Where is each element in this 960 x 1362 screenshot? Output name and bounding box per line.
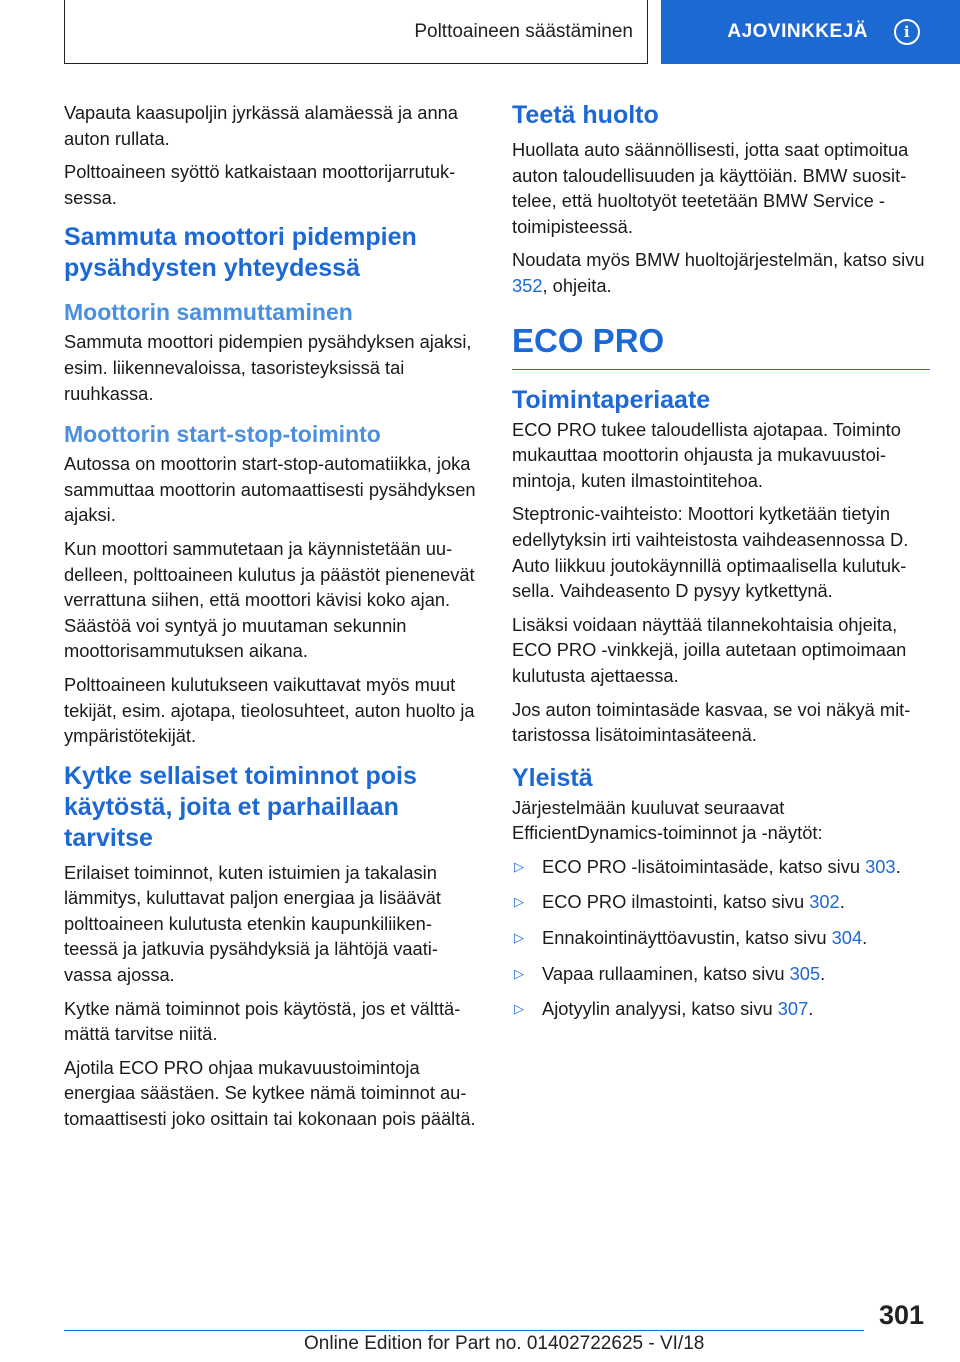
- list-item: [512, 925, 930, 951]
- list-item-text: ECO PRO ilmastointi, katso sivu: [542, 891, 810, 913]
- list-item-text: .: [862, 927, 868, 949]
- page-link[interactable]: 303: [865, 855, 896, 877]
- page-link[interactable]: 302: [809, 891, 840, 913]
- footer-divider: [64, 1330, 864, 1331]
- list-item-text: .: [839, 891, 845, 913]
- page-link[interactable]: 307: [777, 998, 809, 1020]
- triangle-bullet-icon: ▷: [514, 894, 524, 910]
- triangle-bullet-icon: ▷: [514, 930, 524, 946]
- paragraph: Järjestelmään kuuluvat seuraavat EfficientDynamics-toiminnot ja -näytöt:: [512, 796, 823, 844]
- section-label: AJOVINKKEJÄ: [727, 21, 868, 42]
- paragraph: Ajotila ECO PRO ohjaa mukavuustoimintoja energiaa säästäen. Se kytkee nämä toiminnot automaattisesti joko osittain tai kokonaan pois päältä.: [64, 1056, 476, 1130]
- triangle-bullet-icon: ▷: [514, 1001, 524, 1017]
- list-item-text: Ennakointinäyttöavustin, katso sivu: [542, 927, 832, 949]
- section-tab[interactable]: [661, 0, 960, 64]
- list-item: [512, 961, 930, 987]
- right-column: [512, 100, 930, 1032]
- chapter-heading: ECO PRO: [512, 319, 930, 370]
- section-heading: Sammuta moottori pidempien pysähdysten yhteydessä: [64, 223, 417, 283]
- triangle-bullet-icon: ▷: [514, 965, 524, 981]
- list-item: [512, 889, 930, 915]
- triangle-bullet-icon: ▷: [514, 858, 524, 874]
- paragraph: Kun moottori sammutetaan ja käynnistetään uudelleen, polttoaineen kulutus ja päästöt pienenevät verrattuna siihen, että moottori kävisi koko ajan. Säästöä voi syntyä jo muutaman sekunnin moottorisammutuksen aikana.: [64, 537, 475, 662]
- page-number: 301: [878, 1300, 924, 1330]
- paragraph: Jos auton toimintasäde kasvaa, se voi näkyä mittaristossa lisätoimintasäteenä.: [512, 698, 911, 746]
- list-item-text: Ajotyylin analyysi, katso sivu: [542, 998, 778, 1020]
- list-item-text: .: [808, 998, 814, 1020]
- list-item-text: Vapaa rullaaminen, katso sivu: [542, 962, 790, 984]
- paragraph: Sammuta moottori pidempien pysähdyksen ajaksi, esim. liikennevaloissa, tasoristeyksissä tai ruuhkassa.: [64, 331, 472, 404]
- paragraph-text: , ohjeita.: [542, 274, 612, 296]
- subsection-heading: Toimintaperiaate: [512, 385, 711, 414]
- subsection-heading: Moottorin sammuttaminen: [64, 299, 353, 326]
- paragraph: Vapauta kaasupoljin jyrkässä alamäessä ja anna auton rullata.: [64, 102, 458, 149]
- subsection-heading: Moottorin start-stop-toiminto: [64, 421, 381, 448]
- section-heading: Kytke sellaiset toiminnot pois käytöstä, joita et parhaillaan tarvitse: [64, 761, 417, 852]
- list-item-text: .: [895, 855, 901, 877]
- page-link[interactable]: 304: [831, 927, 863, 949]
- list-item: [512, 996, 930, 1022]
- list-item: [512, 854, 930, 880]
- paragraph-text: Noudata myös BMW huoltojärjestelmän, katso sivu: [512, 249, 925, 271]
- list-item-text: ECO PRO -lisätoimintasäde, katso sivu: [542, 855, 866, 877]
- chapter-header: [64, 0, 648, 64]
- paragraph: Autossa on moottorin start-stop-automatiikka, joka sammuttaa moottorin automaattisesti pysähdyksen ajaksi.: [64, 453, 476, 526]
- paragraph: ECO PRO tukee taloudellista ajotapaa. Toiminto mukauttaa moottorin ohjausta ja mukavuustoimintoja, kuten ilmastointitehoa.: [512, 418, 901, 491]
- paragraph: Polttoaineen kulutukseen vaikuttavat myös muut tekijät, esim. ajotapa, tieolosuhteet, auton huolto ja ympäristötekijät.: [64, 673, 475, 747]
- paragraph: Polttoaineen syöttö katkaistaan moottorijarrutuksessa.: [64, 161, 456, 208]
- list-item-text: .: [820, 962, 826, 984]
- edition-footer: Online Edition for Part no. 01402722625 - VI/18: [304, 1333, 705, 1354]
- paragraph: [512, 247, 930, 298]
- paragraph: Huollata auto säännöllisesti, jotta saat optimoitua auton taloudellisuuden ja käyttöiän. BMW suosittelee, että huoltotyöt teetetään BMW Service -toimipisteessä.: [512, 139, 909, 237]
- function-list: [512, 854, 930, 1022]
- left-column: [64, 100, 478, 1140]
- chapter-title: Polttoaineen säästäminen: [414, 20, 633, 42]
- paragraph: Kytke nämä toiminnot pois käytöstä, jos et välttämättä tarvitse niitä.: [64, 997, 461, 1045]
- page-link[interactable]: 352: [512, 274, 543, 296]
- subsection-heading: Yleistä: [512, 763, 593, 792]
- paragraph: Steptronic-vaihteisto: Moottori kytketään tietyin edellytyksin irti vaihteistosta vaihdeasennossa D. Auto liikkuu joutokäynnillä optimaalisella kulutuksella. Vaihdeasento D pysyy kytkettynä.: [512, 503, 909, 602]
- page-link[interactable]: 305: [789, 962, 821, 984]
- section-heading: Teetä huolto: [512, 101, 659, 129]
- paragraph: Erilaiset toiminnot, kuten istuimien ja takalasin lämmitys, kuluttavat paljon energiaa ja lisäävät polttoaineen kulutusta etenkin kaupunkiliikenteessä ja jatkuvia pysähdyksiä ja lähtöjä vaativassa ajossa.: [64, 861, 441, 986]
- paragraph: Lisäksi voidaan näyttää tilannekohtaisia ohjeita, ECO PRO -vinkkejä, joilla autetaan optimoimaan kulutusta ajettaessa.: [512, 613, 907, 686]
- info-icon[interactable]: i: [894, 19, 920, 45]
